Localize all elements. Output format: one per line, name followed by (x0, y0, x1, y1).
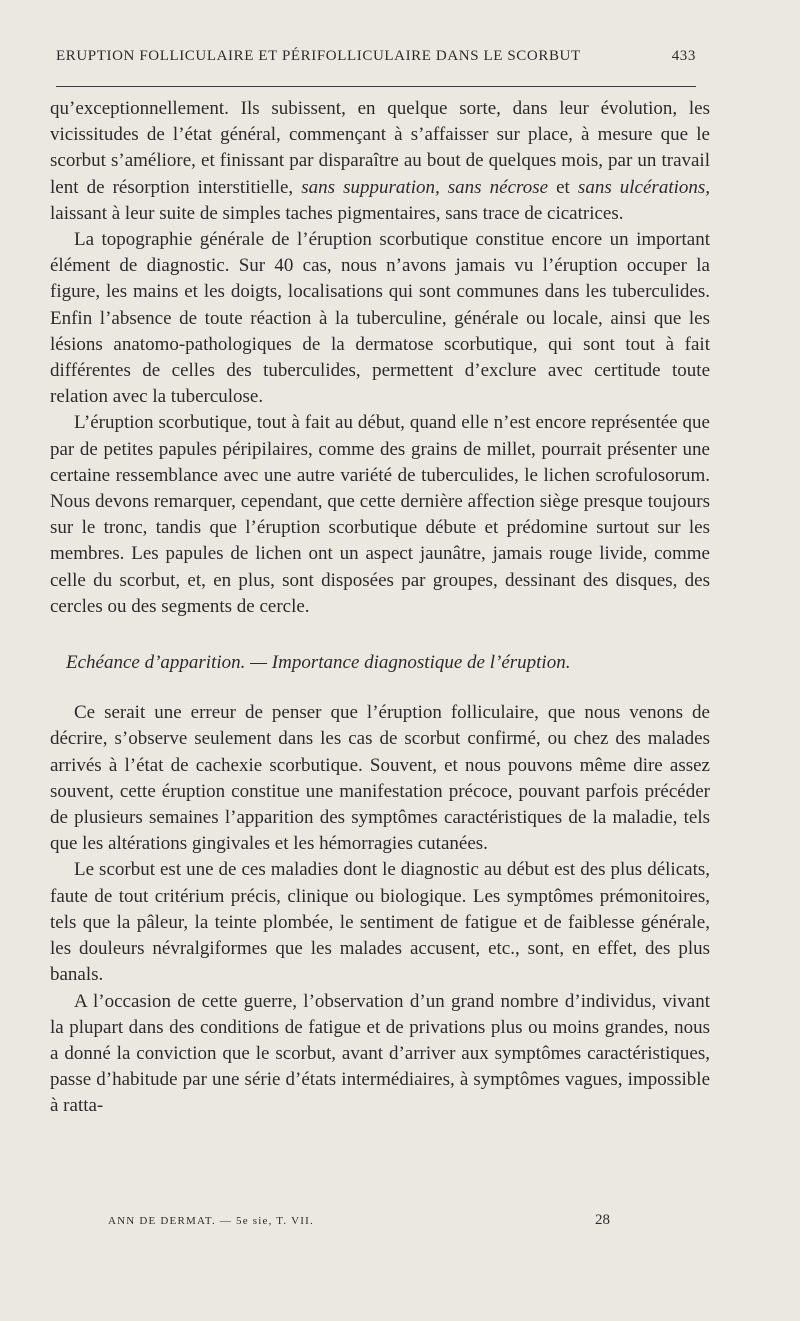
section-heading: Echéance d’apparition. — Importance diagnostique de l’éruption. (66, 652, 571, 674)
page-footer (108, 1212, 610, 1229)
paragraph-1-text-b: et (556, 176, 570, 198)
sheet-number: 28 (595, 1212, 610, 1228)
footer-signature: ANN DE DERMAT. — 5e sie, T. VII. (108, 1215, 314, 1227)
page-number: 433 (671, 48, 696, 64)
paragraph-2: La topographie générale de l’éruption scorbutique constitue encore un important élément de diagnostic. Sur 40 cas, nous n’avons jamais vu l’éruption occuper la figure, les mains et les doigts, localisations qui sont communes dans les tuberculides. Enfin l’absence de toute réaction à la tuberculine, générale ou locale, ainsi que les lésions anatomo-pathologiques de la dermatose scorbutique, qui sont tout à fait différentes de celles des tuberculides, permettent d’exclure avec certitude toute relation avec la tuberculose. (50, 229, 710, 408)
paragraph-1 (50, 96, 710, 227)
paragraph-3: L’éruption scorbutique, tout à fait au début, quand elle n’est encore représentée que par de petites papules péripilaires, comme des grains de millet, pourrait présenter une certaine ressemblance avec une autre variété de tuberculides, le lichen scrofulosorum. Nous devons remarquer, cependant, que cette dernière affection siège presque toujours sur le tronc, tandis que l’éruption scorbutique débute et prédomine surtout sur les membres. Les papules de lichen ont un aspect jaunâtre, jamais rouge livide, comme celle du scorbut, et, en plus, sont disposées par groupes, dessinant des disques, des cercles ou des segments de cercle. (50, 412, 710, 617)
paragraph-6: A l’occasion de cette guerre, l’observation d’un grand nombre d’individus, vivant la plupart dans des conditions de fatigue et de privations plus ou moins grandes, nous a donné la conviction que le scorbut, avant d’arriver aux symptômes caractéristiques, passe d’habitude par une série d’états intermédiaires, à symptômes vagues, impossible à ratta- (50, 990, 710, 1117)
paragraph-1-emphasis-2: sans ulcérations, (577, 176, 711, 198)
paragraph-4: Ce serait une erreur de penser que l’éruption folliculaire, que nous venons de décrire, s’observe seulement dans les cas de scorbut confirmé, ou chez des malades arrivés à l’état de cachexie scorbutique. Souvent, et nous pouvons même dire assez souvent, cette éruption constitue une manifestation précoce, pouvant parfois précéder de plusieurs semaines l’apparition des symptômes caractéristiques de la maladie, tels que les altérations gingivales et les hémorragies cutanées. (50, 702, 710, 855)
paragraph-1-text-c: laissant à leur suite de simples taches pigmentaires, sans trace de cicatrices. (50, 202, 624, 224)
paragraph-5: Le scorbut est une de ces maladies dont le diagnostic au début est des plus délicats, faute de tout critérium précis, clinique ou biologique. Les symptômes prémonitoires, tels que la pâleur, la teinte plombée, le sentiment de fatigue et de faiblesse générale, les douleurs névralgiformes que les malades accusent, etc., sont, en effet, des plus banals. (50, 859, 710, 986)
header-rule (56, 86, 696, 87)
body-text (50, 96, 710, 1120)
paragraph-1-emphasis-1: sans suppuration, sans nécrose (301, 176, 549, 198)
paragraph-1-text-a: qu’exceptionnellement. Ils subissent, en quelque sorte, dans leur évolution, les vicissitudes de l’état général, commençant à s’affaisser sur place, à mesure que le scorbut s’améliore, et finissant par disparaître au bout de quelques mois, par un travail lent de résorption interstitielle, (50, 98, 710, 198)
running-title: ERUPTION FOLLICULAIRE ET PÉRIFOLLICULAIRE DANS LE SCORBUT (56, 48, 581, 64)
running-header (56, 48, 696, 74)
